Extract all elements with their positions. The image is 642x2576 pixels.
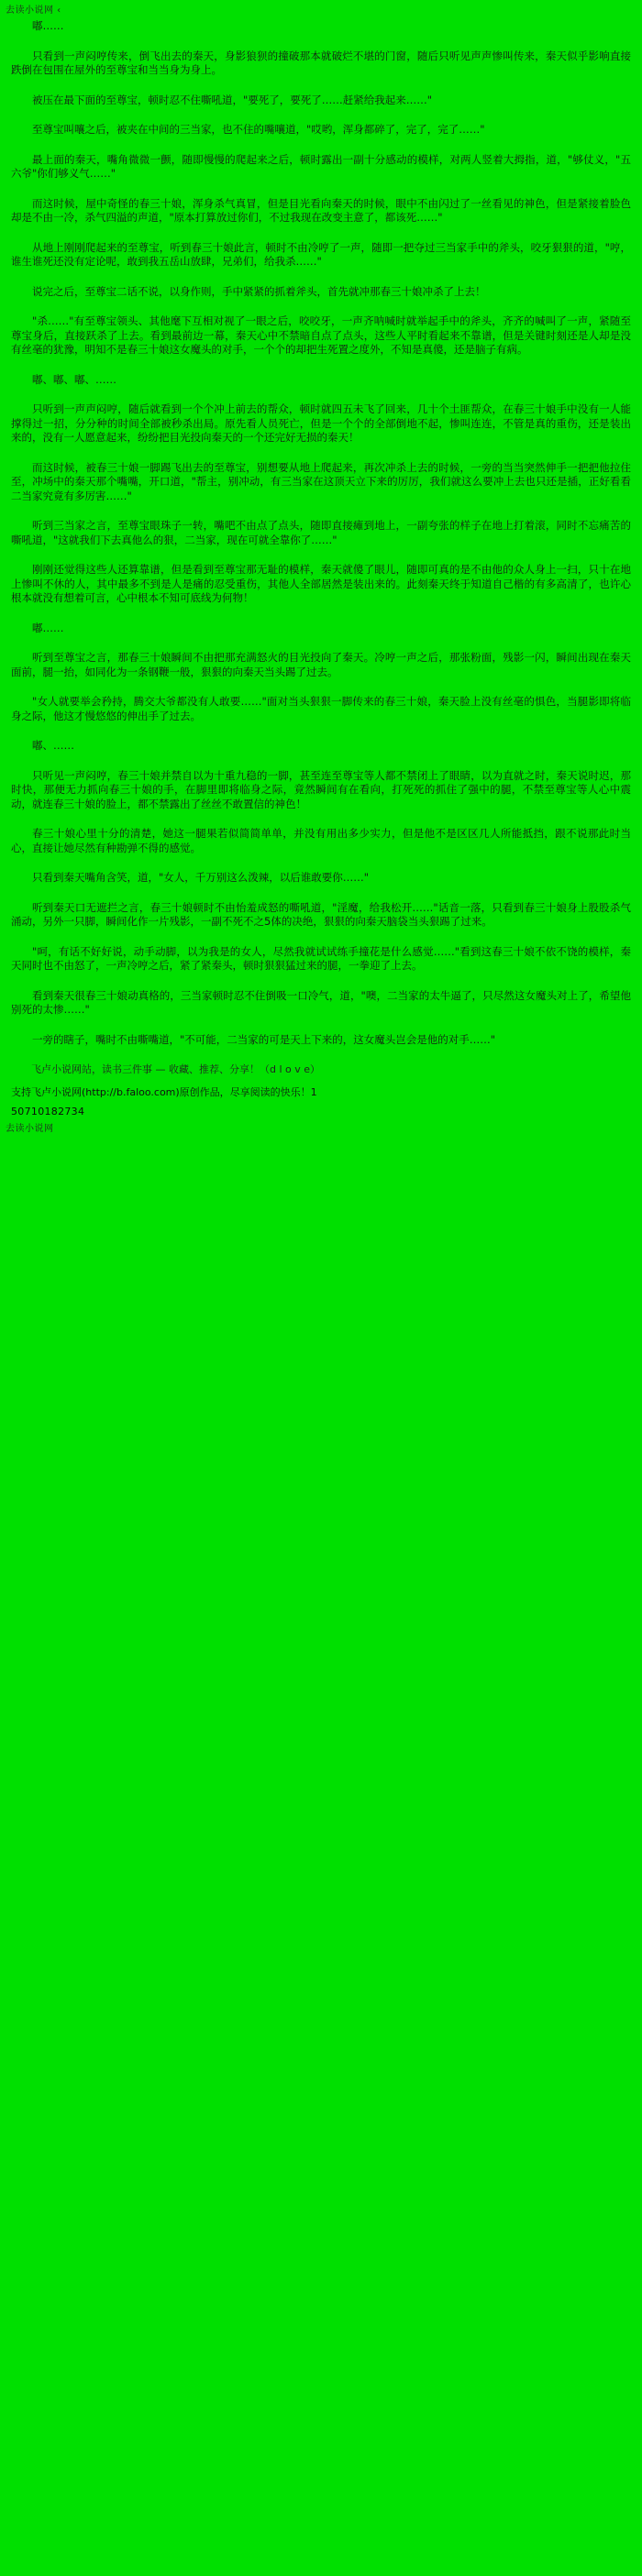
- paragraph: 至尊宝叫嚷之后，被夹在中间的三当家，也不住的嘴嚷道，"哎哟，浑身都碎了，完了，完了……": [32, 123, 485, 136]
- chapter-body: [0, 19, 642, 1118]
- paragraph: 一旁的瞎子，嘴时不由嘶嘴道，"不可能，二当家的可是天上下来的，这女魔头岂会是他的对手……": [32, 1032, 496, 1046]
- paragraph: 春三十娘心里十分的清楚，她这一腿果若似简简单单，并没有用出多少实力，但是他不是区区几人所能抵挡，跟不说那此时当心，直接让她尽然有种勘弹不得的感觉。: [11, 827, 631, 854]
- paragraph: 而这时候，屋中奇怪的春三十娘，浑身杀气真冒，但是目光看向秦天的时候，眼中不由闪过了一丝看见的神色，但是紧接着脸色却是不由一冷，杀气四溢的声道，"原本打算放过你们，不过我现在改变主意了，都该死……": [11, 196, 631, 224]
- paragraph: 只看到一声闷哼传来，倒飞出去的秦天，身影狼狈的撞破那本就破烂不堪的门窗，随后只听见声声惨叫传来，秦天似乎影响直接跌倒在包围在屋外的至尊宝和当当身为身上。: [11, 49, 631, 76]
- share-line: 飞卢小说网站，读书三件事 — 收藏、推荐、分享！（d l o v e）: [31, 1063, 321, 1075]
- paragraph: 从地上刚刚爬起来的至尊宝，听到春三十娘此言，顿时不由冷哼了一声，随即一把夺过三当家手中的斧头，咬牙狠狠的道，"哼，谁生谁死还没有定论呢，敢到我五岳山放肆，兄弟们，给我杀……": [11, 240, 631, 268]
- paragraph: 只听见一声闷哼，春三十娘并禁自以为十重九稳的一脚，甚至连至尊宝等人都不禁闭上了眼睛，以为直就之时，秦天说时迟，那时快，那便无力抓向春三十娘的手，在脚里即将临身之际，竟然瞬间有在看向，打死死的抓住了强中的腿，不禁至尊宝等人心中震动，就连春三十娘的脸上，都不禁露出了丝丝不敢置信的神色！: [11, 768, 631, 810]
- footer-site-label: 去读小说网: [6, 1124, 54, 1134]
- paragraph: "女人就要举会矜持，腾交大爷都没有人敢要……"面对当头狠狠一脚传来的春三十娘，秦天脸上没有丝毫的惧色，当腿影即将临身之际，他这才慢悠悠的伸出手了过去。: [11, 695, 631, 722]
- paragraph: 听到三当家之言，至尊宝眼珠子一转，嘴吧不由点了点头，随即直接瘫到地上，一副夸张的样子在地上打着滚，同时不忘痛苦的嘶吼道，"这就我们下去真他么的狠，二当家，现在可就全靠你了……": [11, 519, 631, 546]
- paragraph: 听到秦天口无遮拦之言，春三十娘顿时不由怡羞成怒的嘶吼道，"淫魔，给我松开……"话音一落，只看到春三十娘身上股股杀气涌动，另外一只脚，瞬间化作一片残影，一副不死不之5体的决绝，狠狠的向秦天脑袋当头狠踢了过来。: [11, 900, 631, 928]
- paragraph: 只听到一声声闷哼，随后就看到一个个冲上前去的帮众，顿时就四五未飞了回来，几十个土匪帮众，在春三十娘手中没有一人能撑得过一招，分分种的时间全部被秒杀出局。原先看人员死亡，但是一个个的全部倒地不起，惨叫连连，不管是真的重伤，还是装出来的，没有一人愿意起来，纷纷把目光投向秦天的一个还完好无损的秦天！: [11, 402, 631, 444]
- paragraph: 说完之后，至尊宝二话不说，以身作则，手中紧紧的抓着斧头，首先就冲那春三十娘冲杀了上去！: [32, 284, 486, 298]
- paragraph: 刚刚还觉得这些人还算靠谱，但是看到至尊宝那无耻的模样，秦天就傻了眼儿，随即可真的是不由他的众人身上一扫，只十在地上惨叫不休的人，其中最多不到是人是痛的忍受重伤，其他人全部居然是装出来的。此刻秦天终于知道自己楷的有多高清了，也许心根本就没有想着可言，心中根本不知可底线为何物！: [11, 563, 631, 604]
- paragraph: 嘟、……: [32, 739, 74, 752]
- site-id: 50710182734: [11, 1106, 85, 1117]
- paragraph: "杀……"有至尊宝领头、其他麾下互相对视了一眼之后，咬咬牙，一声齐呐喊时就举起手中的斧头，齐齐的喊叫了一声，紧随至尊宝身后，直接跃杀了上去。看到最前边一幕，秦天心中不禁暗自点了点头，这些人平时看起来不靠谱，但是关键时刻还是人却是没有丝毫的犹豫，明知不是春三十娘这女魔头的对手，一个个的却把生死置之度外，不知是真傻，还是脑子有病。: [11, 314, 631, 356]
- paragraph: 看到秦天很春三十娘动真格的，三当家顿时忍不住倒吸一口冷气，道，"噢，二当家的太牛逼了，只尽然这女魔头对上了，希望他别死的太惨……": [11, 988, 631, 1016]
- paragraph: 被压在最下面的至尊宝，顿时忍不住嘶吼道，"要死了，要死了……赶紧给我起来……": [32, 93, 433, 106]
- paragraph: 而这时候，被春三十娘一脚踢飞出去的至尊宝，别想要从地上爬起来，再次冲杀上去的时候，一旁的当当突然伸手一把把他拉住至，冲场中的秦天那个嘴嘴，开口道，"帮主，别冲动，有三当家在这顶天立下来的厉厉，我们就这么要冲上去也只还是插，正好看看二当家究竟有多厉害……": [11, 460, 631, 502]
- paragraph: 最上面的秦天，嘴角微微一颤，随即慢慢的爬起来之后，顿时露出一副十分感动的模样，对两人竖着大拇指，道，"够仗义，"五六爷"你们够义气……": [11, 152, 631, 180]
- paragraph: 只看到秦天嘴角含笑，道，"女人，千万别这么泼辣，以后谁敢要你……": [32, 871, 370, 884]
- paragraph: 嘟……: [32, 19, 64, 32]
- paragraph: 嘟……: [32, 621, 64, 634]
- paragraph: "呵，有话不好好说，动手动脚，以为我是的女人，尽然我就试试练手撞花是什么感觉……"看到这春三十娘不依不饶的模样，秦天同时也不由怒了，一声冷哼之后，紧了紧秦头，顿时狠狠猛过来的腿，一拳迎了上去。: [11, 944, 631, 972]
- paragraph: 嘟、嘟、嘟、……: [32, 372, 116, 386]
- header-site-label: 去读小说网 ‹: [6, 6, 61, 16]
- paragraph: 听到至尊宝之言，那春三十娘瞬间不由把那充满怒火的目光投向了秦天。冷哼一声之后，那张粉面，残影一闪，瞬间出现在秦天面前，腿一抬，如同化为一条钢鞭一般，狠狠的向秦天当头踢了过去。: [11, 651, 631, 678]
- promo-line[interactable]: 支持飞卢小说网(http://b.faloo.com)原创作品，尽享阅读的快乐！1: [11, 1086, 317, 1098]
